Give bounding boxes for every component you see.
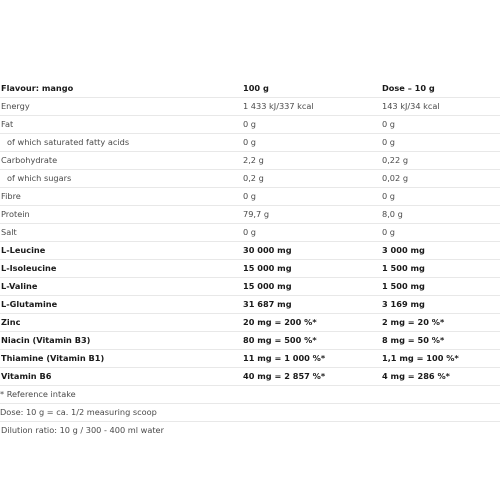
value-per-100g: 30 000 mg — [243, 245, 292, 255]
footnote-text: Dilution ratio: 10 g / 300 - 400 ml water — [1, 425, 164, 435]
value-per-100g: 31 687 mg — [243, 299, 292, 309]
header-flavour: Flavour: mango — [1, 83, 74, 93]
value-per-dose: 0 g — [382, 119, 396, 129]
value-per-100g: 15 000 mg — [243, 281, 292, 291]
footnote-row — [0, 422, 500, 439]
nutrient-label: Fibre — [1, 191, 21, 201]
value-per-100g: 0 g — [243, 137, 257, 147]
table-footnotes — [0, 386, 500, 439]
table-row — [0, 350, 500, 368]
table-row — [0, 170, 500, 188]
value-per-dose: 8,0 g — [382, 209, 403, 219]
nutrient-label: L-Glutamine — [1, 299, 58, 309]
value-per-100g: 79,7 g — [243, 209, 270, 219]
nutrient-label: Salt — [1, 227, 17, 237]
value-per-dose: 0,22 g — [382, 155, 409, 165]
value-per-100g: 15 000 mg — [243, 263, 292, 273]
value-per-dose: 1 500 mg — [382, 281, 425, 291]
value-per-dose: 1 500 mg — [382, 263, 425, 273]
nutrient-label: Thiamine (Vitamin B1) — [1, 353, 105, 363]
value-per-dose: 0 g — [382, 137, 396, 147]
nutrient-label: L-Leucine — [1, 245, 46, 255]
nutrient-label: Protein — [1, 209, 30, 219]
footnote-text: Dose: 10 g = ca. 1/2 measuring scoop — [0, 407, 157, 417]
nutrient-label: L-Isoleucine — [1, 263, 57, 273]
table-row — [0, 278, 500, 296]
header-per-dose: Dose – 10 g — [382, 83, 435, 93]
header-per-100g: 100 g — [243, 83, 269, 93]
table-row — [0, 224, 500, 242]
nutrient-label: Niacin (Vitamin B3) — [1, 335, 91, 345]
value-per-dose: 8 mg = 50 %* — [382, 335, 445, 345]
nutrient-label: Vitamin B6 — [1, 371, 52, 381]
table-row — [0, 98, 500, 116]
table-row — [0, 296, 500, 314]
table-header-row — [0, 80, 500, 98]
nutrient-label: L-Valine — [1, 281, 38, 291]
value-per-100g: 0 g — [243, 227, 257, 237]
value-per-dose: 143 kJ/34 kcal — [382, 101, 440, 111]
table-row — [0, 260, 500, 278]
footnote-row — [0, 386, 500, 404]
value-per-100g: 0 g — [243, 119, 257, 129]
footnote-text: * Reference intake — [0, 389, 76, 399]
table-row — [0, 368, 500, 386]
nutrient-label: of which saturated fatty acids — [7, 137, 130, 147]
table-row — [0, 134, 500, 152]
value-per-dose: 0 g — [382, 191, 396, 201]
value-per-dose: 2 mg = 20 %* — [382, 317, 445, 327]
value-per-100g: 20 mg = 200 %* — [243, 317, 317, 327]
table-row — [0, 314, 500, 332]
table-body — [0, 98, 500, 386]
nutrient-label: of which sugars — [7, 173, 72, 183]
nutrient-label: Zinc — [1, 317, 21, 327]
value-per-100g: 40 mg = 2 857 %* — [243, 371, 326, 381]
table-row — [0, 242, 500, 260]
table-row — [0, 188, 500, 206]
value-per-dose: 1,1 mg = 100 %* — [382, 353, 459, 363]
value-per-dose: 3 000 mg — [382, 245, 425, 255]
value-per-dose: 3 169 mg — [382, 299, 425, 309]
value-per-dose: 0 g — [382, 227, 396, 237]
nutrient-label: Carbohydrate — [1, 155, 58, 165]
value-per-100g: 0 g — [243, 191, 257, 201]
table-row — [0, 116, 500, 134]
value-per-100g: 11 mg = 1 000 %* — [243, 353, 326, 363]
table-row — [0, 152, 500, 170]
footnote-row — [0, 404, 500, 422]
value-per-100g: 0,2 g — [243, 173, 264, 183]
nutrient-label: Energy — [1, 101, 30, 111]
value-per-100g: 80 mg = 500 %* — [243, 335, 317, 345]
nutrition-table — [0, 80, 500, 439]
value-per-100g: 1 433 kJ/337 kcal — [243, 101, 314, 111]
value-per-dose: 0,02 g — [382, 173, 409, 183]
table-row — [0, 332, 500, 350]
value-per-dose: 4 mg = 286 %* — [382, 371, 450, 381]
table-row — [0, 206, 500, 224]
nutrient-label: Fat — [1, 119, 14, 129]
value-per-100g: 2,2 g — [243, 155, 264, 165]
